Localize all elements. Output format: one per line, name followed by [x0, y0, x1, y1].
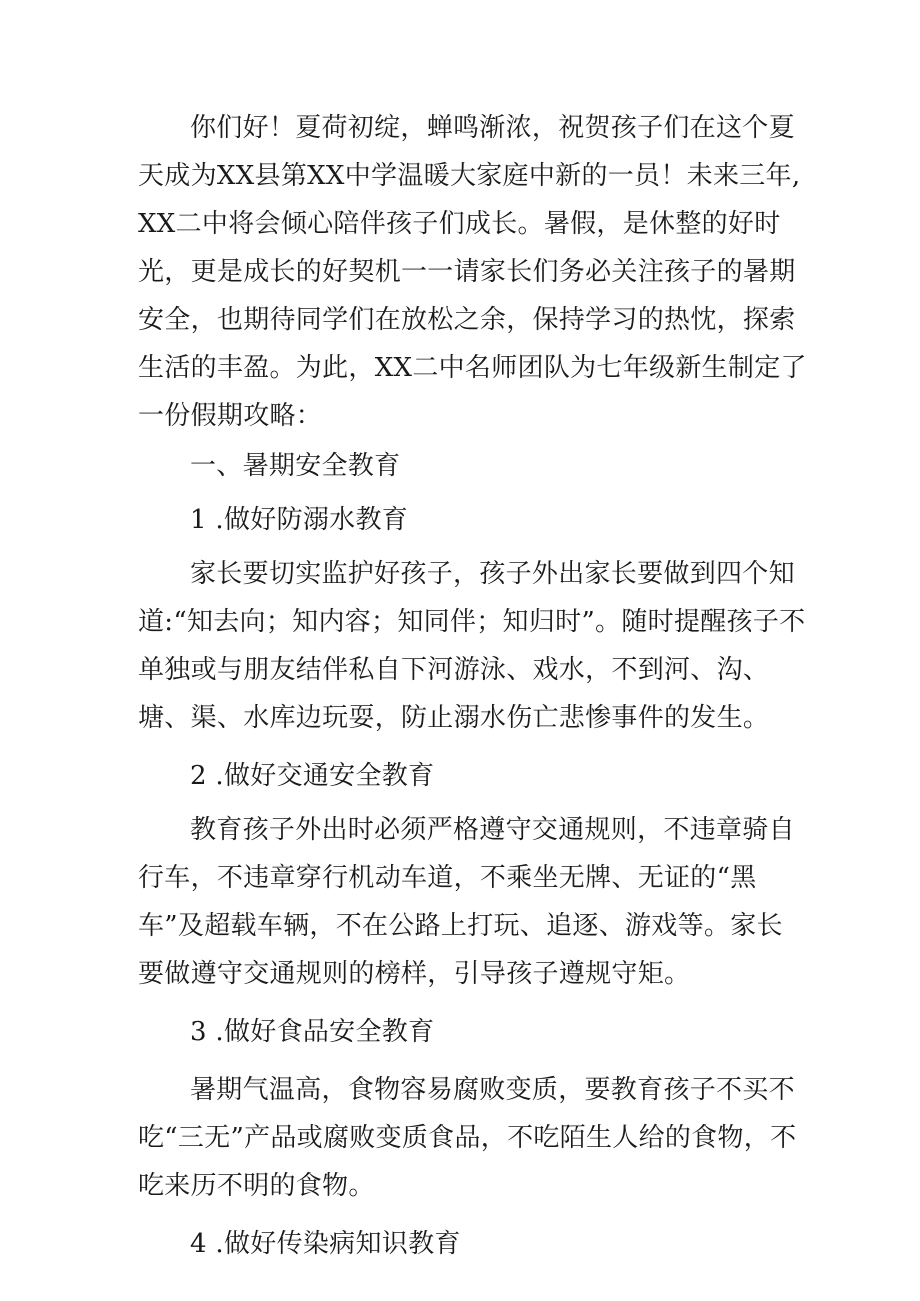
section-heading-safety: 一、暑期安全教育 — [190, 451, 401, 481]
item-heading-infectious-disease: 4 .做好传染病知识教育 — [190, 1229, 461, 1259]
traffic-paragraph: 教育孩子外出时必须严格遵守交通规则，不违章骑自行车，不违章穿行机动车道，不乘坐无牌、无证的“黑车”及超载车辆，不在公路上打玩、追逐、游戏等。家长要做遵守交通规则的榜样，引导孩子遵规守矩。 — [138, 815, 795, 989]
food-paragraph: 暑期气温高，食物容易腐败变质，要教育孩子不买不吃“三无”产品或腐败变质食品，不吃陌生人给的食物，不吃来历不明的食物。 — [138, 1075, 797, 1201]
item-heading-traffic: 2 .做好交通安全教育 — [190, 761, 435, 791]
drowning-paragraph: 家长要切实监护好孩子，孩子外出家长要做到四个知道:“知去向；知内容；知同伴；知归时”。随时提醒孩子不单独或与朋友结伴私自下河游泳、戏水，不到河、沟、塘、渠、水库边玩耍，防止溺水伤亡悲惨事件的发生。 — [138, 559, 806, 733]
item-heading-food: 3 .做好食品安全教育 — [190, 1017, 435, 1047]
intro-paragraph: 你们好！夏荷初绽，蝉鸣渐浓，祝贺孩子们在这个夏天成为XX县第XX中学温暖大家庭中新的一员！未来三年,XX二中将会倾心陪伴孩子们成长。暑假，是休整的好时光，更是成长的好契机一一请家长们务必关注孩子的暑期安全，也期待同学们在放松之余，保持学习的热忱，探索生活的丰盈。为此，XX二中名师团队为七年级新生制定了一份假期攻略： — [138, 113, 807, 431]
document-body — [138, 104, 808, 1268]
item-heading-drowning: 1 .做好防溺水教育 — [190, 505, 409, 535]
